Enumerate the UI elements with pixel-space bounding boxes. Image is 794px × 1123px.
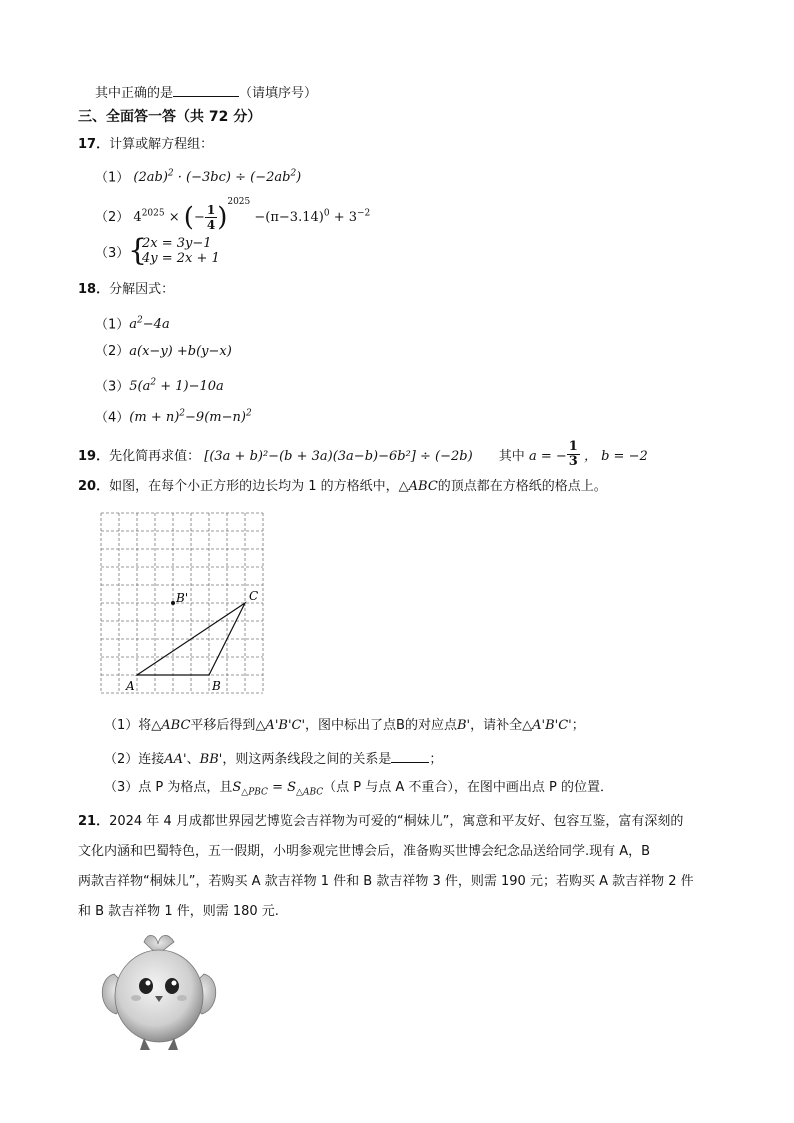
fraction-numerator: 1	[568, 439, 578, 454]
q19-b-eq: ， b = −2	[583, 449, 648, 464]
q20-text-b: 的顶点都在方格纸的格点上。	[437, 479, 607, 494]
point-b-prime	[171, 601, 175, 605]
q17-3-equation-2: 4y = 2x + 1	[142, 251, 220, 266]
q18-title	[78, 281, 174, 299]
q20-text-a: 如图，在每个小正方形的边长均为 1 的方格纸中，	[109, 479, 399, 494]
q20-2-text-a: （2）连接	[104, 752, 165, 767]
label-a: A	[126, 679, 135, 693]
q20-2-text-c: ；	[429, 752, 443, 767]
section-3-title: 三、全面答一答（共 72 分）	[78, 109, 262, 125]
triangle-abc: △ABC	[398, 479, 438, 494]
q17-1-expression: $(2ab)^2 \cdot (-3bc) \div (-2ab^2)$	[133, 169, 302, 186]
q20-part-1: （1）将△ABC平移后得到△A'B'C'，图中标出了点B的对应点B'，请补全△A'B'C'；	[104, 718, 585, 733]
q20-1-text-d: ，请补全	[470, 718, 523, 733]
q18-3-expression: $5(a^2 + 1)-10a$	[129, 378, 224, 395]
q21-line-4: 和 B 款吉祥物 1 件，则需 180 元.	[78, 904, 279, 919]
q19-text: 先化简再求值：	[109, 449, 201, 464]
q20-part-3: （3）点 P 为格点，且$S_{\triangle PBC} = S_{\triangle ABC}$（点 P 与点 A 不重合），在图中画出点 P 的位置．	[104, 780, 613, 798]
part-label: （2）	[95, 210, 130, 225]
part-label: （1）	[95, 317, 130, 333]
q20-1-text-e: ；	[571, 718, 585, 733]
q18-4-expression: $(m + n)^2-9(m-n)^2$	[129, 409, 252, 426]
q20-1-text-c: ，图中标出了点B的对应点	[305, 718, 457, 733]
q17-title	[78, 136, 213, 154]
q18-2-expression: a(x−y) +b(y−x)	[129, 344, 232, 359]
answer-blank[interactable]	[391, 748, 429, 763]
q17-text: 计算或解方程组：	[109, 137, 214, 152]
q19-number: 19．	[78, 449, 110, 464]
q16-answer-line	[95, 82, 317, 103]
fraction-denominator: 3	[568, 454, 578, 469]
q16-answer-prefix: 其中正确的是	[95, 86, 174, 101]
q20-2-text-b: ，则这两条线段之间的关系是	[222, 752, 392, 767]
q18-part-3	[95, 374, 224, 396]
q18-part-2	[95, 343, 232, 361]
q21-line-1	[78, 813, 683, 831]
q17-part-2	[95, 196, 371, 233]
q21-line-2: 文化内涵和巴蜀特色，五一假期，小明参观完世博会后，准备购买世博会纪念品送给同学.现有 A，B	[78, 844, 651, 859]
part-label: （4）	[95, 410, 130, 426]
label-b: B	[212, 679, 221, 693]
q19-where: 其中	[498, 449, 525, 464]
mascot-image	[96, 930, 226, 1055]
label-c: C	[249, 589, 259, 603]
q20-3-text-b: （点 P 与点 A 不重合），在图中画出点 P 的位置．	[323, 780, 613, 795]
q17-number: 17．	[78, 137, 110, 152]
q21-line-3: 两款吉祥物“桐妹儿”，若购买 A 款吉祥物 1 件和 B 款吉祥物 3 件，则需 190 元；若购买 A 款吉祥物 2 件	[78, 874, 694, 889]
q18-part-1	[95, 312, 170, 334]
q20-1-text-a: （1）将	[104, 718, 152, 733]
q19-a-fraction	[567, 440, 580, 469]
q20-grid-figure[interactable]	[100, 512, 270, 698]
q20-part-2: （2）连接AA'、BB'，则这两条线段之间的关系是 ；	[104, 748, 442, 769]
q19-a-eq: a = −	[528, 449, 567, 464]
q18-text: 分解因式：	[109, 282, 175, 297]
q20-title	[78, 478, 607, 496]
part-label: （1）	[95, 170, 130, 186]
part-label: （2）	[95, 344, 130, 359]
q18-1-expression: $a^2-4a$	[129, 316, 170, 333]
q19-line	[78, 439, 648, 471]
q18-part-4	[95, 405, 252, 427]
q17-3-equation-1: 2x = 3y−1	[142, 236, 212, 251]
q17-part-1	[95, 165, 301, 187]
q21-number: 21．	[78, 814, 110, 829]
label-b-prime: B'	[176, 591, 189, 605]
q17-part-3-label: （3）	[95, 246, 130, 261]
answer-blank[interactable]	[173, 82, 239, 97]
q21-text-1: 2024 年 4 月成都世界园艺博览会吉祥物为可爱的“桐妹儿”，寓意和平友好、包容互鉴，富有深刻的	[109, 814, 684, 829]
q16-hint: （请填序号）	[239, 86, 318, 101]
q20-1-text-b: 平移后得到	[190, 718, 256, 733]
q19-expression: [(3a + b)²−(b + 3a)(3a−b)−6b²] ÷ (−2b)	[204, 449, 473, 464]
system-brace: {	[128, 233, 148, 268]
part-label: （3）	[95, 379, 130, 395]
q20-number: 20．	[78, 479, 110, 494]
q18-number: 18．	[78, 282, 110, 297]
q17-2-expression: $4^{2025}$ × (− $\frac{1}{4}$ )$^{2025} -(\pi-3.14)^0 + 3^{-2}$	[133, 196, 371, 233]
q20-3-text-a: （3）点 P 为格点，且	[104, 780, 233, 795]
